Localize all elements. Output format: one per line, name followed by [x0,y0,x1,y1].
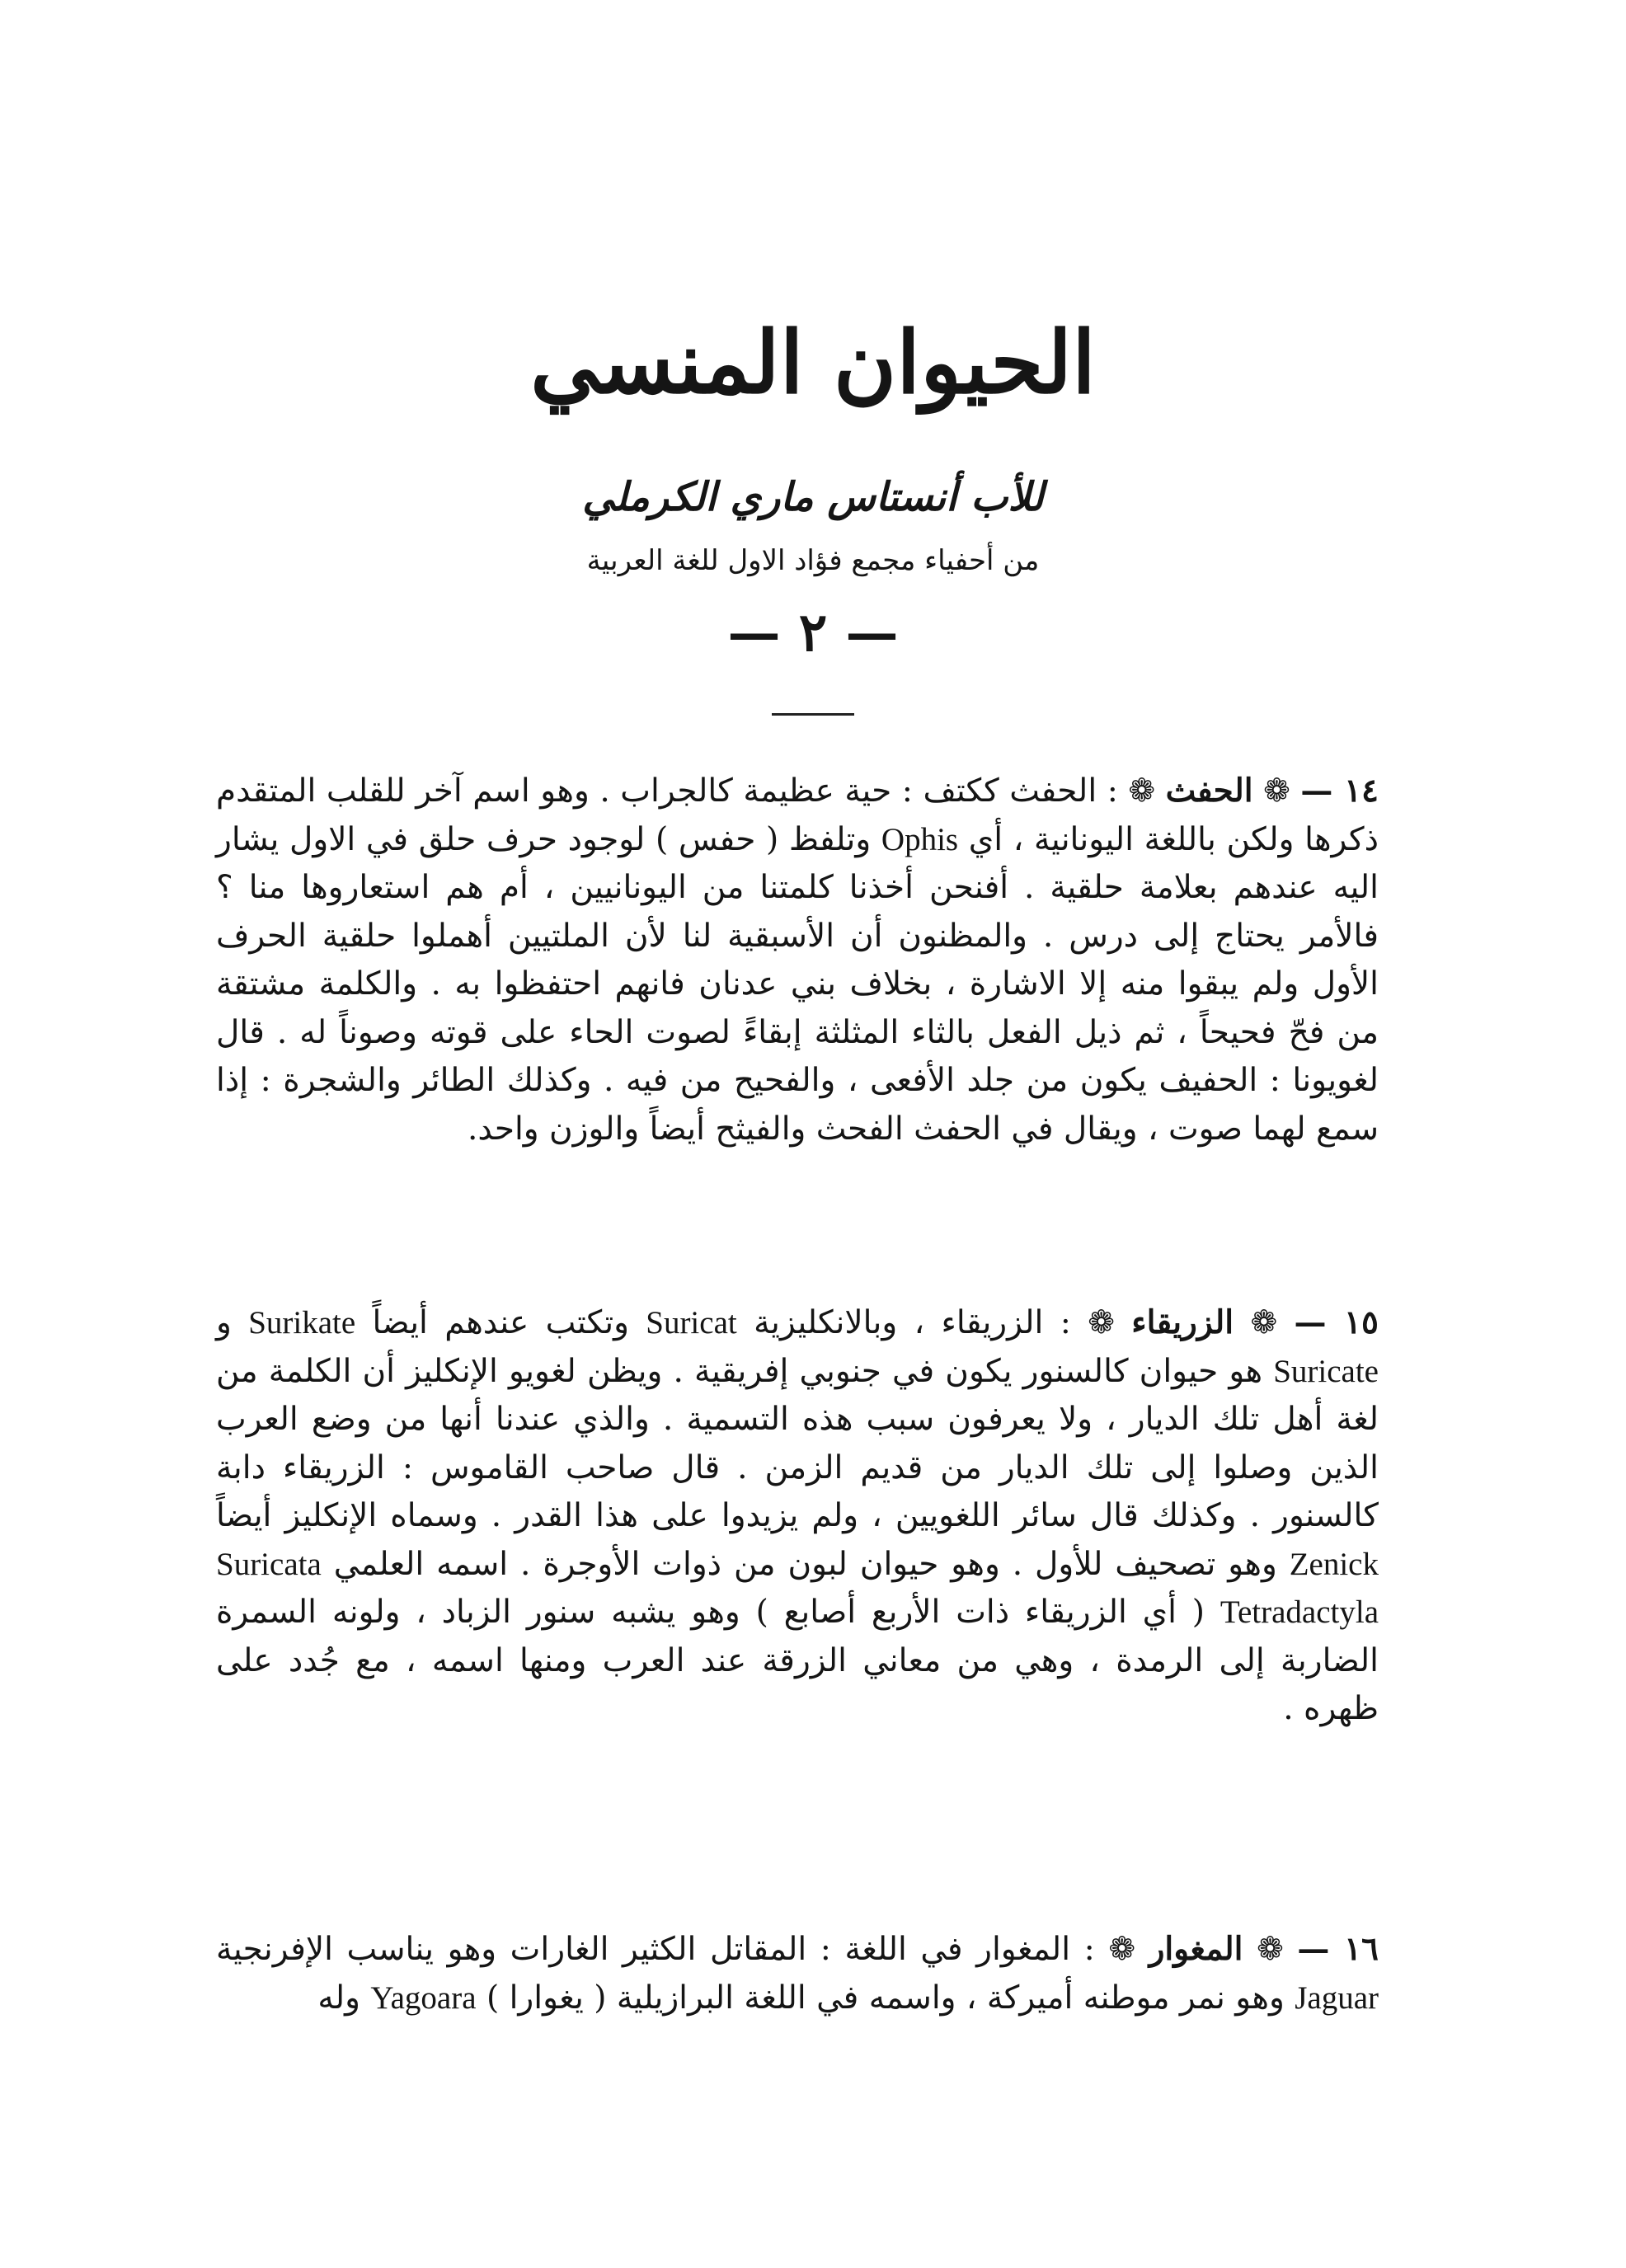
flower-ornament-icon: ❁ [1128,772,1156,810]
entry-16 [216,1925,1379,2022]
entry-text: وله [317,1979,360,2017]
part-number: — ٢ — [727,602,899,664]
entry-text: وهو نمر موطنه أميركة ، واسمه في اللغة البرازيلية ( يغوارا ) [486,1979,1285,2017]
entry-text: : الزريقاء ، وبالانكليزية [754,1304,1071,1341]
entry-text: وتلفظ ( حفس ) لوجود حرف حلق في الاول يشار اليه عندهم بعلامة حلقية . أفنحن أخذنا كلمتنا من اليونانيين ، أم هم استعاروها منا ؟ فالأمر يحتاج إلى درس . والمظنون أن الأسبقية لنا لأن الملتيين أهملوا حلقية الحرف الأول ولم يبقوا منه إلا الاشارة ، بخلاف بني عدنان فانهم احتفظوا به . والكلمة مشتقة من فحّ فحيحاً ، ثم ذيل الفعل بالثاء المثلثة إبقاءً لصوت الحاء على قوته وصوناً له . قال لغويونا : الحفيف يكون من جلد الأفعى ، والفحيح من فيه . وكذلك الطائر والشجرة : إذا سمع لهما صوت ، ويقال في الحفث الفحث والفيثح أيضاً والوزن واحد. [216,820,1379,1148]
flower-ornament-icon: ❁ [1108,1931,1136,1968]
latin-term: Yagoara [370,1979,477,2016]
flower-ornament-icon: ❁ [1250,1304,1278,1341]
entry-term: الحفث [1165,772,1253,810]
author-line: للأب أنستاس ماري الكرملي [582,474,1044,520]
entry-text: : الحفث ككتف : حية عظيمة كالجراب . وهو اسم آخر للقلب المتقدم ذكرها ولكن باللغة اليونانية ، أي [216,772,1379,858]
entry-paragraph [216,1925,1379,2022]
entry-term: المغوار [1149,1930,1243,1968]
flower-ornament-icon: ❁ [1257,1931,1284,1968]
separator-rule [772,713,854,716]
entry-number: ١٥ — [1294,1303,1379,1341]
entry-text: : المغوار في اللغة : المقاتل الكثير الغارات وهو يناسب الإفرنجية [216,1931,1095,1968]
latin-term: Ophis [881,821,959,857]
latin-term: Suricata Tetradactyla [216,1546,1379,1630]
flower-ornament-icon: ❁ [1263,772,1290,810]
latin-term: Jaguar [1295,1979,1379,2016]
latin-term: Zenick [1289,1546,1379,1582]
entry-paragraph [216,1298,1379,1734]
entry-text: وهو تصحيف للأول . وهو حيوان لبون من ذوات الأوجرة . اسمه العلمي [333,1545,1277,1583]
latin-term: Suricate [1273,1353,1379,1389]
entry-14 [216,767,1379,1153]
entry-text: وتكتب عندهم أيضاً [372,1304,629,1341]
latin-term: Surikate [248,1305,356,1341]
article-title: الحيوان المنسي [530,312,1096,413]
entry-15 [216,1298,1379,1734]
entry-text: هو حيوان كالسنور يكون في جنوبي إفريقية . ويظن لغويو الإنكليز أن الكلمة من لغة أهل تلك الديار ، ولا يعرفون سبب هذه التسمية . والذي عندنا أنها من وضع العرب الذين وصلوا إلى تلك الديار من قديم الزمن . قال صاحب القاموس : الزريقاء دابة كالسنور . وكذلك قال سائر اللغويين ، ولم يزيدوا على هذا القدر . وسماه الإنكليز أيضاً [216,1352,1379,1534]
entry-paragraph [216,767,1379,1153]
entry-term: الزريقاء [1131,1303,1234,1341]
entry-text: ( أي الزريقاء ذات الأربع أصابع ) وهو يشبه سنور الزباد ، ولونه السمرة الضاربة إلى الرمدة ، وهي من معاني الزرقة عند العرب ومنها اسمه ، مع جُدد على ظهره . [216,1594,1379,1727]
entry-number: ١٤ — [1300,772,1379,810]
entry-text: و [216,1304,232,1341]
entry-number: ١٦ — [1297,1930,1379,1968]
latin-term: Suricat [646,1305,737,1341]
flower-ornament-icon: ❁ [1088,1304,1115,1341]
affiliation-line: من أحفياء مجمع فؤاد الاول للغة العربية [586,544,1040,577]
